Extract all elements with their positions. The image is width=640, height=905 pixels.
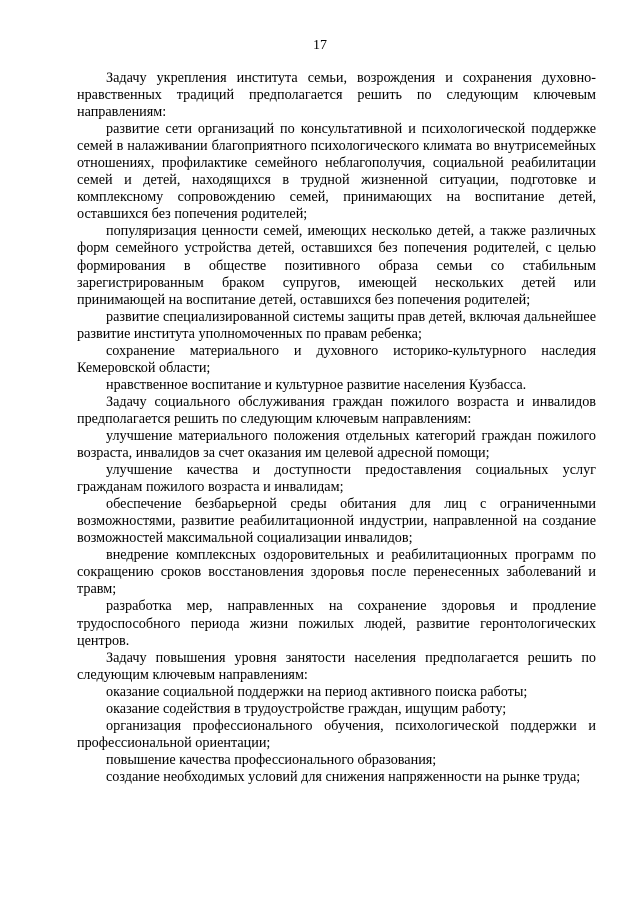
paragraph-family-values-popularization: популяризация ценности семей, имеющих несколько детей, а также различных форм семейного устройства детей, оставшихся без попечения родителей, с целью формирования в обществе позитивного образа семьи со стабильным зарегистрированным браком супругов, имеющей нескольких детей или принимающей на воспитание детей, оставшихся без попечения родителей;	[77, 223, 596, 308]
paragraph-family-task-intro: Задачу укрепления института семьи, возрождения и сохранения духовно-нравственных традиций предполагается решить по следующим ключевым направлениям:	[77, 70, 596, 121]
paragraph-child-rights-protection: развитие специализированной системы защиты прав детей, включая дальнейшее развитие института уполномоченных по правам ребенка;	[77, 308, 596, 342]
paragraph-elderly-health-measures: разработка мер, направленных на сохранение здоровья и продление трудоспособного периода жизни пожилых людей, развитие геронтологических центров.	[77, 598, 596, 649]
paragraph-job-search-support: оказание социальной поддержки на период активного поиска работы;	[106, 683, 528, 700]
page-number: 17	[313, 38, 327, 53]
paragraph-employment-task-intro: Задачу повышения уровня занятости населения предполагается решить по следующим ключевым направлениям:	[77, 649, 596, 683]
paragraph-social-services-quality: улучшение качества и доступности предоставления социальных услуг гражданам пожилого возраста и инвалидам;	[77, 462, 596, 496]
paragraph-professional-training: организация профессионального обучения, психологической поддержки и профессиональной ориентации;	[77, 717, 596, 751]
paragraph-rehabilitation-programs: внедрение комплексных оздоровительных и реабилитационных программ по сокращению сроков восстановления здоровья после перенесенных заболеваний и травм;	[77, 547, 596, 598]
paragraph-education-quality: повышение качества профессионального образования;	[106, 751, 437, 768]
paragraph-family-support-network: развитие сети организаций по консультативной и психологической поддержке семей в налаживании благоприятного психологического климата во внутрисемейных отношениях, профилактике семейного неблагополучия, социальной реабилитации семей и детей, находящихся в трудной жизненной ситуации, подготовке и комплексному сопровождению семей, принимающих на воспитание детей, оставшихся без попечения родителей;	[77, 121, 596, 223]
paragraph-elderly-material-support: улучшение материального положения отдельных категорий граждан пожилого возраста, инвалидов за счет оказания им целевой адресной помощи;	[77, 427, 596, 462]
paragraph-heritage-preservation: сохранение материального и духовного историко-культурного наследия Кемеровской области;	[77, 342, 596, 376]
paragraph-barrier-free-environment: обеспечение безбарьерной среды обитания для лиц с ограниченными возможностями, развитие реабилитационной индустрии, направленной на создание возможностей максимальной социализации инвалидов;	[77, 496, 596, 547]
paragraph-moral-education: нравственное воспитание и культурное развитие населения Кузбасса.	[106, 376, 527, 393]
paragraph-labor-market-tension: создание необходимых условий для снижения напряженности на рынке труда;	[106, 768, 581, 785]
document-body	[77, 70, 596, 786]
paragraph-elderly-task-intro: Задачу социального обслуживания граждан пожилого возраста и инвалидов предполагается решить по следующим ключевым направлениям:	[77, 393, 596, 427]
paragraph-employment-assistance: оказание содействия в трудоустройстве граждан, ищущим работу;	[106, 700, 507, 717]
